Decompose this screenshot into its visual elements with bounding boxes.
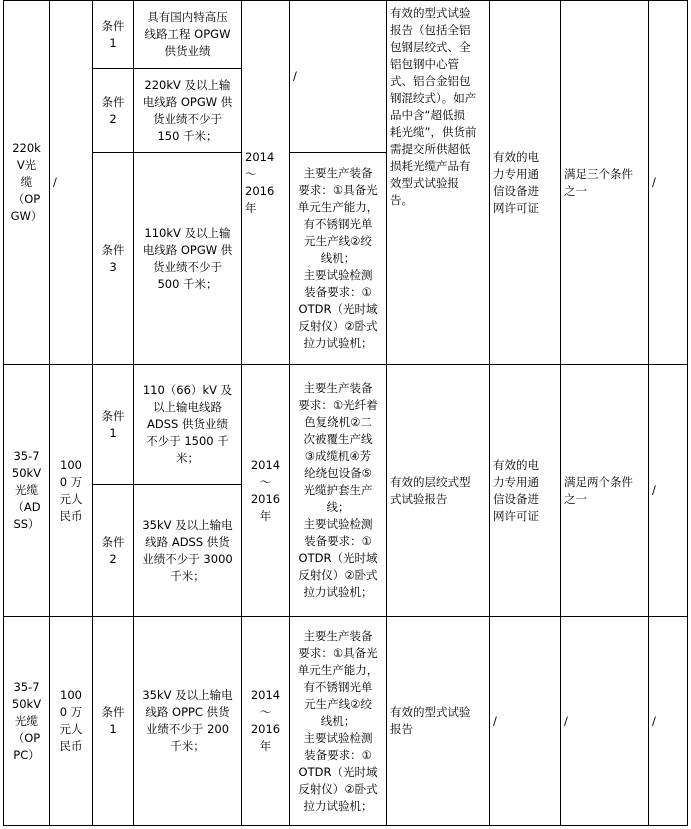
capital-cell: 100 0 万 元人 民币 (50, 365, 93, 617)
license-cell: 有效的电 力专用通 信设备进 网许可证 (490, 1, 561, 365)
period-cell: 2014 ～ 2016 年 (242, 1, 290, 365)
condition-label: 条件 2 (93, 69, 134, 153)
product-cell: 35-7 50kV 光缆 （AD SS） (4, 365, 50, 617)
condition-label: 条件 1 (93, 617, 134, 826)
last-cell: / (649, 365, 688, 617)
requirement-cell: 满足两个条件 之一 (561, 365, 649, 617)
condition-text: 35kV 及以上输电 线路 ADSS 供货 业绩不少于 3000 千米； (134, 485, 242, 617)
capital-cell: / (50, 1, 93, 365)
report-cell: 有效的层绞式型 式试验报告 (387, 365, 490, 617)
condition-label: 条件 3 (93, 153, 134, 365)
last-cell: / (649, 1, 688, 365)
license-cell: 有效的电 力专用通 信设备进 网许可证 (490, 365, 561, 617)
capital-cell: 100 0 万 元人 民币 (50, 617, 93, 826)
period-cell: 2014 ～ 2016 年 (242, 365, 290, 617)
report-cell: 有效的型式试验 报告（包括全铝 包钢层绞式、全 铝包钢中心管 式、铝合金铝包 钢混绞式）。如产 品中含“超低损 耗光缆”，供货前 需提交所供超低 损耗光缆产品有 效型式试验报 告。 (387, 1, 490, 365)
report-cell: 有效的型式试验 报告 (387, 617, 490, 826)
license-cell: / (490, 617, 561, 826)
requirement-cell: / (561, 617, 649, 826)
qualification-table (3, 0, 688, 826)
table-row (4, 365, 688, 485)
period-cell: 2014 ～ 2016 年 (242, 617, 290, 826)
requirement-cell: 满足三个条件 之一 (561, 1, 649, 365)
equipment-cell: 主要生产装备 要求：①具备光 单元生产能力， 有不锈钢光单 元生产线②绞 线机； 主要试验检测 装备要求：① OTDR（光时域 反射仪）②卧式 拉力试验机； (290, 153, 387, 365)
product-cell: 220k V光 缆 （OP GW） (4, 1, 50, 365)
equipment-cell: 主要生产装备 要求：①光纤着 色复绕机②二 次被覆生产线 ③成缆机④芳 纶绕包设备⑤ 光缆护套生产 线； 主要试验检测 装备要求：① OTDR（光时域 反射仪）②卧式 拉力试验机； (290, 365, 387, 617)
condition-label: 条件 1 (93, 1, 134, 69)
last-cell: / (649, 617, 688, 826)
equipment-cell: 主要生产装备 要求：①具备光 单元生产能力， 有不锈钢光单 元生产线②绞 线机； 主要试验检测 装备要求：① OTDR（光时域 反射仪）②卧式 拉力试验机； (290, 617, 387, 826)
condition-label: 条件 2 (93, 485, 134, 617)
condition-text: 110kV 及以上输 电线路 OPGW 供 货业绩不少于 500 千米； (134, 153, 242, 365)
condition-text: 35kV 及以上输电 线路 OPPC 供货 业绩不少于 200 千米； (134, 617, 242, 826)
table-row (4, 617, 688, 826)
condition-label: 条件 1 (93, 365, 134, 485)
table-row (4, 1, 688, 69)
condition-text: 110（66）kV 及 以上输电线路 ADSS 供货业绩 不少于 1500 千 米； (134, 365, 242, 485)
product-cell: 35-7 50kV 光缆 （OP PC） (4, 617, 50, 826)
condition-text: 220kV 及以上输 电线路 OPGW 供 货业绩不少于 150 千米； (134, 69, 242, 153)
condition-text: 具有国内特高压 线路工程 OPGW 供货业绩 (134, 1, 242, 69)
equipment-top-cell: / (290, 1, 387, 153)
